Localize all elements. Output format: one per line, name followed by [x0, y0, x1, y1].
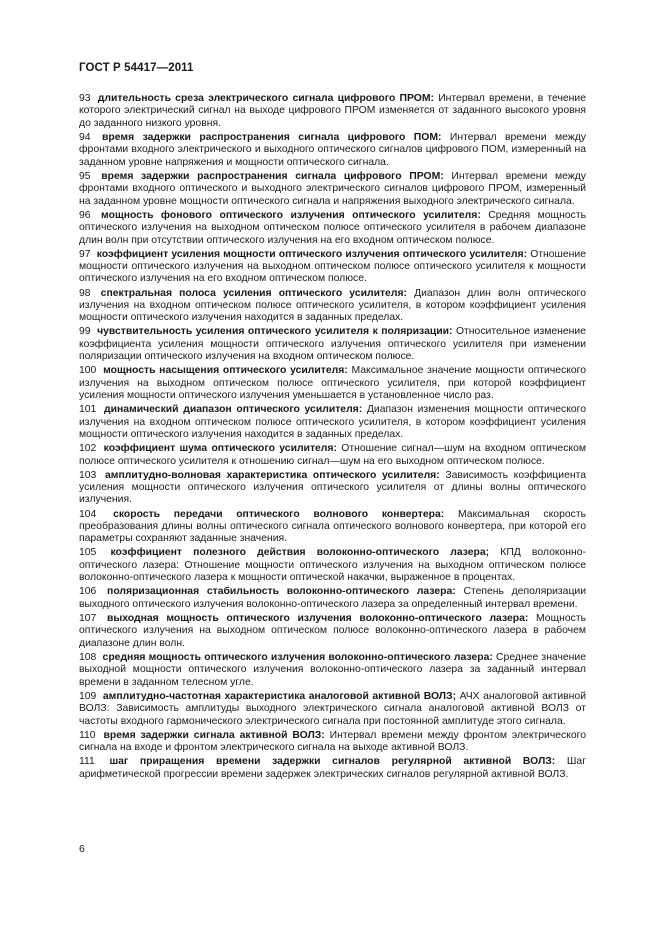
entry-term: длительность среза электрического сигнала цифрового ПРОМ:: [97, 93, 434, 104]
entry-term: время задержки распространения сигнала цифрового ПОМ:: [102, 131, 442, 143]
entry-definition: КПД волоконно-оптического лазера: Отношение мощности оптического излучения на выходном оптическом полюсе волоконно-оптического лазера к мощности оптической накачки, выраженное в процентах.: [79, 547, 587, 584]
entry-number: 99: [79, 326, 91, 338]
term-entry-105: [79, 547, 586, 584]
term-entry-93: [79, 93, 586, 130]
entry-number: 105: [79, 547, 97, 559]
entry-term: время задержки сигнала активной ВОЛЗ:: [103, 729, 325, 741]
entry-term: динамический диапазон оптического усилителя:: [104, 404, 363, 416]
entry-definition: Интервал времени между фронтами входного электрического и выходного оптического сигналов цифрового ПОМ, измеренный на заданном уровне напряжения и мощности оптического сигнала.: [79, 131, 586, 168]
term-entry-103: [79, 470, 586, 507]
entry-definition: Интервал времени, в течение которого электрический сигнал на выходе цифрового ПРОМ изменяется от заданного высокого уровня до заданного низкого уровня.: [79, 93, 587, 129]
entry-number: 98: [79, 287, 91, 299]
entry-term: чувствительность усиления оптического усилителя к поляризации:: [97, 326, 453, 338]
term-entry-106: [79, 586, 586, 611]
entry-definition: Мощность оптического излучения на выходном оптическом полюсе волоконно-оптического лазера в рабочем диапазоне длин волн.: [79, 612, 587, 649]
entry-term: поляризационная стабильность волоконно-оптического лазера:: [107, 586, 456, 598]
entry-definition: Интервал времени между фронтом электрического сигнала на входе и фронтом электрического сигнала на выходе активной ВОЛЗ.: [79, 729, 587, 753]
entry-number: 110: [79, 729, 96, 741]
entry-number: 109: [79, 690, 97, 702]
term-entry-107: [79, 613, 586, 650]
term-entry-102: [79, 443, 586, 468]
document-header: ГОСТ Р 54417—2011: [79, 62, 194, 74]
entry-term: мощность фонового оптического излучения оптического усилителя:: [101, 209, 481, 221]
term-entry-99: [79, 326, 586, 363]
entry-definition: Степень деполяризации выходного оптического излучения волоконно-оптического лазера за определенный интервал времени.: [79, 586, 587, 610]
entry-definition: Шаг арифметической прогрессии времени задержек электрических сигналов регулярной активной ВОЛЗ.: [79, 756, 586, 780]
entry-number: 100: [79, 365, 97, 377]
entry-term: время задержки распространения сигнала цифрового ПРОМ:: [101, 170, 444, 182]
term-entry-95: [79, 171, 586, 208]
term-entry-111: [79, 756, 586, 781]
term-list: [79, 93, 586, 783]
entry-definition: Относительное изменение коэффициента усиления мощности оптического излучения оптического усилителя при изменении поляризации оптического излучения на входном оптическом полюсе.: [79, 326, 586, 363]
entry-term: коэффициент усиления мощности оптического излучения оптического усилителя:: [96, 248, 528, 260]
entry-number: 95: [79, 170, 91, 182]
entry-number: 94: [79, 131, 91, 143]
entry-definition: Отношение сигнал—шум на входном оптическом полюсе оптического усилителя к отношению сигнал—шум на его выходном оптическом полюсе.: [79, 443, 586, 467]
term-entry-94: [79, 132, 586, 169]
entry-term: спектральная полоса усиления оптического усилителя:: [100, 287, 407, 299]
entry-number: 107: [79, 612, 97, 624]
page-number: 6: [79, 843, 85, 855]
entry-number: 108: [79, 651, 97, 663]
entry-definition: Максимальное значение мощности оптического излучения на выходном оптическом полюсе оптического усилителя, при которой коэффициент усиления мощности оптического излучения уменьшается в установленное число раз.: [79, 365, 586, 402]
entry-number: 97: [79, 248, 91, 260]
entry-term: средняя мощность оптического излучения волоконно-оптического лазера:: [102, 651, 493, 663]
entry-definition: Диапазон длин волн оптического излучения на входном оптическом полюсе оптического усилителя, в котором коэффициент усиления мощности оптического излучения находится в заданных пределах.: [79, 287, 587, 324]
entry-term: амплитудно-частотная характеристика аналоговой активной ВОЛЗ;: [102, 690, 457, 702]
entry-number: 103: [79, 469, 97, 481]
entry-term: мощность насыщения оптического усилителя:: [103, 365, 348, 377]
term-entry-104: [79, 509, 586, 546]
term-entry-110: [79, 730, 586, 755]
term-entry-98: [79, 288, 586, 325]
entry-term: скорость передачи оптического волнового конвертера:: [113, 508, 445, 520]
term-entry-108: [79, 652, 586, 689]
entry-definition: АЧХ аналоговой активной ВОЛЗ: Зависимость амплитуды выходного электрического сигнала аналоговой активной ВОЛЗ от частоты входного гармонического электрического сигнала при постоянной амплитуде этого сигнала.: [79, 690, 587, 727]
term-entry-100: [79, 365, 586, 402]
entry-definition: Максимальная скорость преобразования длины волны оптического сигнала оптического волнового конвертера, при которой его параметры сохраняют заданные значения.: [79, 508, 586, 545]
entry-number: 106: [79, 586, 97, 598]
entry-number: 102: [79, 443, 97, 455]
entry-definition: Интервал времени между фронтами входного оптического и выходного электрического сигналов цифрового ПРОМ, измеренный на заданном уровне мощности оптического сигнала и напряжения выходного электрического сигнала.: [79, 170, 586, 207]
entry-number: 104: [79, 508, 97, 520]
entry-definition: Отношение мощности оптического излучения на выходном оптическом полюсе оптического усилителя к мощности оптического излучения на его входном оптическом полюсе.: [79, 248, 586, 285]
entry-number: 111: [79, 756, 95, 768]
entry-definition: Зависимость коэффициента усиления мощности оптического излучения оптического усилителя от длины волны оптического излучения.: [79, 469, 587, 506]
term-entry-109: [79, 691, 586, 728]
entry-term: выходная мощность оптического излучения волоконно-оптического лазера:: [107, 612, 529, 624]
entry-definition: Среднее значение выходной мощности оптического излучения волоконно-оптического лазера за заданный интервал времени в заданном телесном угле.: [79, 651, 586, 688]
entry-number: 93: [79, 93, 91, 104]
term-entry-101: [79, 404, 586, 441]
entry-definition: Диапазон изменения мощности оптического излучения на входном оптическом полюсе оптического усилителя, в котором коэффициент усиления мощности оптического излучения находится в заданных пределах.: [79, 404, 587, 441]
term-entry-97: [79, 249, 586, 286]
entry-number: 96: [79, 209, 91, 221]
entry-term: коэффициент шума оптического усилителя:: [103, 443, 337, 455]
entry-definition: Средняя мощность оптического излучения на выходном оптическом полюсе оптического усилителя в рабочем диапазоне длин волн при отсутствии оптического излучения на его входном оптическом полюсе.: [79, 209, 586, 246]
entry-term: амплитудно-волновая характеристика оптического усилителя:: [104, 469, 440, 481]
entry-term: шаг приращения времени задержки сигналов регулярной активной ВОЛЗ:: [109, 756, 556, 768]
term-entry-96: [79, 210, 586, 247]
entry-term: коэффициент полезного действия волоконно-оптического лазера;: [110, 547, 490, 559]
entry-number: 101: [79, 404, 97, 416]
